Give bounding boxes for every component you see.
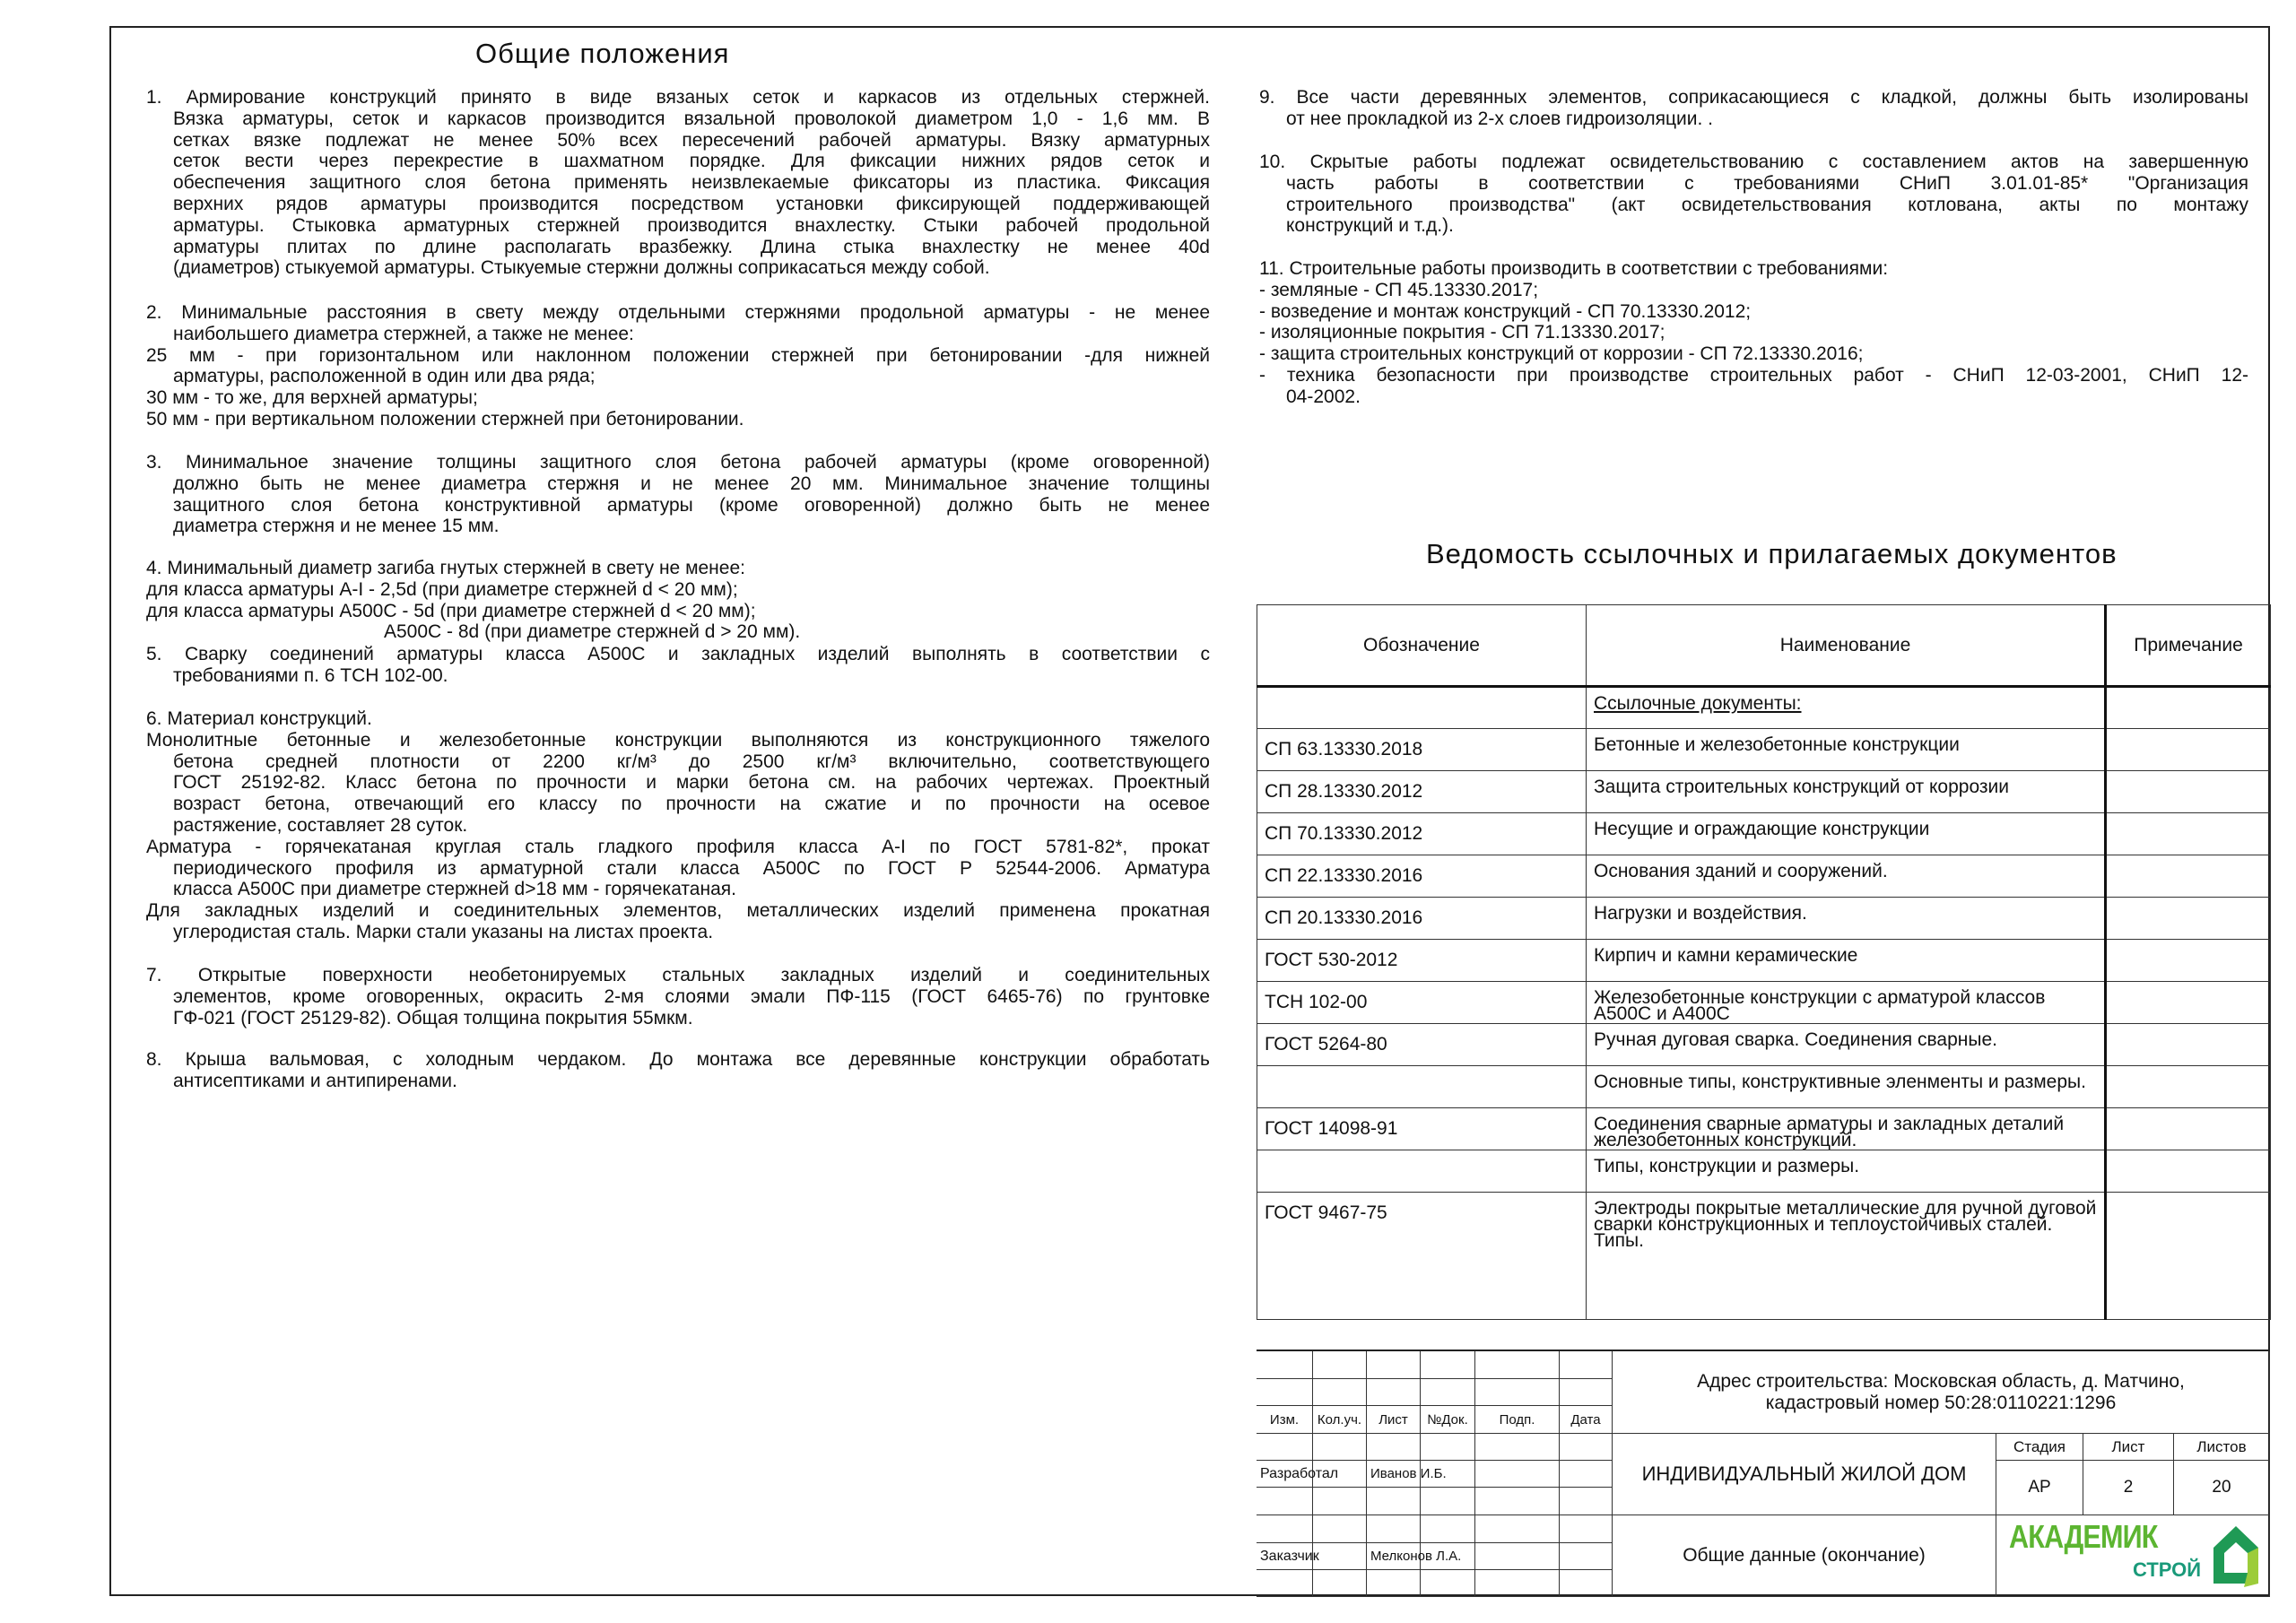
doc-code: ГОСТ 9467-75 [1257,1193,1587,1320]
note-paragraph [146,87,1210,279]
doc-code: СП 63.13330.2018 [1257,729,1587,771]
title-block-cell [1421,1379,1475,1406]
note-line: арматуры, расположенной в один или два ряда; [173,366,596,387]
note-line: - техника безопасности при производстве строительных работ - СНиП 12-03-2001, СНиП 12- [1259,364,2248,386]
note-block [1259,280,2248,301]
table-row [1257,1066,2271,1108]
note-line: класса А500С при диаметре стержней d>18 мм - горячекатаная. [173,879,736,900]
note-line: периодического профиля из арматурной стали класса А500С по ГОСТ Р 52544-2006. Арматура [173,857,1210,879]
section-code-cell [1257,687,1587,729]
customer-label: Заказчик [1257,1543,1367,1570]
doc-code: СП 28.13330.2012 [1257,771,1587,813]
title-block-cell [1257,1379,1313,1406]
note-paragraph [146,644,1210,687]
title-block-cell [1560,1434,1613,1461]
note-line: Вязка арматуры, сеток и каркасов производится вязальной проволокой диаметром 1,0 - 1,6 мм. В [173,108,1210,129]
note-block [146,730,1210,837]
doc-code [1257,1150,1587,1193]
header-note: Примечание [2106,605,2271,687]
table-row [1257,940,2271,982]
doc-note [2106,813,2271,855]
table-row [1257,813,2271,855]
doc-name: Основные типы, конструктивные эленменты и размеры. [1587,1066,2106,1108]
header-name: Наименование [1587,605,2106,687]
note-block [146,708,1210,730]
table-row [1257,982,2271,1024]
note-line: - возведение и монтаж конструкций - СП 70.13330.2012; [1259,300,1752,322]
note-block [1259,87,2248,130]
title-block-cell [1367,1379,1421,1406]
developed-name: Иванов И.Б. [1367,1461,1475,1488]
section-name-cell [1587,687,2106,729]
doc-name: Защита строительных конструкций от коррозии [1587,771,2106,813]
title-block-cell [1560,1543,1613,1570]
note-line: - защита строительных конструкций от коррозии - СП 72.13330.2016; [1259,343,1864,365]
note-line: требованиями п. 6 ТСН 102-00. [173,664,448,686]
title-block-cell [1475,1543,1560,1570]
note-block [146,387,1210,409]
note-paragraph [1259,152,2248,237]
doc-note [2106,1066,2271,1108]
title-block-cell [1367,1488,1421,1515]
note-line: 11. Строительные работы производить в соответствии с требованиями: [1259,258,1889,279]
logo-main-text: АКАДЕМИК [2009,1518,2158,1555]
construction-address: Адрес строительства: Московская область, д. Матчино, кадастровый номер 50:28:0110221:1296 [1613,1351,2270,1434]
note-line: - земляные - СП 45.13330.2017; [1259,279,1539,300]
note-line: 9. Все части деревянных элементов, соприкасающиеся с кладкой, должны быть изолированы [1259,87,2248,108]
note-block [146,621,1210,643]
note-block [1259,365,2248,408]
label-date: Дата [1560,1406,1613,1434]
title-block-cell [1475,1351,1560,1379]
general-notes-left [146,0,1210,1121]
doc-code [1257,1066,1587,1108]
doc-name: Кирпич и камни керамические [1587,940,2106,982]
note-line: Арматура - горячекатаная круглая сталь гладкого профиля класса А-I по ГОСТ 5781-82*, прокат [146,836,1210,857]
note-block [146,87,1210,279]
doc-name: Соединения сварные арматуры и закладных деталий железобетонных конструкций. [1587,1108,2106,1150]
title-block-cell [1367,1351,1421,1379]
doc-name: Нагрузки и воздействия. [1587,898,2106,940]
doc-code: СП 20.13330.2016 [1257,898,1587,940]
note-block [1259,322,2248,343]
title-block-cell [1560,1461,1613,1488]
logo-sub-text: СТРОЙ [2133,1558,2202,1581]
doc-name: Ручная дуговая сварка. Соединения сварные. [1587,1024,2106,1066]
note-line: диаметра стержня и не менее 15 мм. [173,516,500,537]
title-block-cell [1313,1570,1367,1597]
note-line: наибольшего диаметра стержней, а также не менее: [173,323,634,344]
note-line: конструкций и т.д.). [1286,215,1454,237]
sheets-value: 20 [2174,1461,2270,1515]
label-doc-no: №Док. [1421,1406,1475,1434]
house-icon [2208,1521,2264,1589]
table-row [1257,898,2271,940]
header-designation: Обозначение [1257,605,1587,687]
note-line: углеродистая сталь. Марки стали указаны на листах проекта. [173,921,714,942]
note-paragraph [146,965,1210,1028]
title-block-cell [1257,1351,1313,1379]
sheet-label: Лист [2083,1434,2174,1461]
title-block-cell [1421,1488,1475,1515]
doc-code: СП 70.13330.2012 [1257,813,1587,855]
title-block-cell [1475,1488,1560,1515]
doc-note [2106,1193,2271,1320]
note-block [1259,258,2248,280]
title-block-cell [1257,1434,1313,1461]
title-block-cell [1421,1570,1475,1597]
note-block [1259,301,2248,323]
table-row [1257,855,2271,898]
title-block-cell [1257,1515,1313,1543]
note-line: (диаметров) стыкуемой арматуры. Стыкуемые стержни должны соприкасаться между собой. [173,257,990,279]
note-line: 50 мм - при вертикальном положении стержней при бетонировании. [146,408,744,430]
note-line: элементов, кроме оговоренных, окрасить 2-мя слоями эмали ПФ-115 (ГОСТ 6465-76) по грунтовке [173,985,1210,1007]
doc-name: Типы, конструкции и размеры. [1587,1150,2106,1193]
note-block [146,302,1210,345]
note-line: 1. Армирование конструкций принято в виде вязаных сеток и каркасов из отдельных стержней. [146,87,1210,108]
doc-code: ГОСТ 5264-80 [1257,1024,1587,1066]
note-line: Для закладных изделий и соединительных элементов, металлических изделий применена прокатная [146,900,1210,922]
doc-note [2106,940,2271,982]
sheet-value: 2 [2083,1461,2174,1515]
note-paragraph [1259,258,2248,408]
title-block-cell [1421,1434,1475,1461]
note-block [146,900,1210,943]
note-line: арматуры. Стыковка арматурных стержней производится внахлестку. Стыки рабочей продольной [173,214,1210,236]
note-block [1259,343,2248,365]
title-block-cell [1313,1434,1367,1461]
title-block-cell [1421,1351,1475,1379]
note-line: часть работы в соответствии с требованиями СНиП 3.01.01-85* "Организация [1286,172,2248,194]
title-block-cell [1313,1351,1367,1379]
note-line: арматуры плитах по длине располагать вразбежку. Длина стыка внахлестку не менее 40d [173,236,1210,257]
doc-note [2106,1150,2271,1193]
doc-name: Бетонные и железобетонные конструкции [1587,729,2106,771]
title-block-cell [1257,1570,1313,1597]
note-paragraph [1259,87,2248,130]
doc-name: Железобетонные конструкции с арматурой классов А500С и А400С [1587,982,2106,1024]
note-line: сеток вести через перекрестие в шахматном порядке. Для фиксации нижних рядов сеток и [173,151,1210,172]
note-line: 8. Крыша вальмовая, с холодным чердаком. До монтажа все деревянные конструкции обработать [146,1049,1210,1070]
project-name: ИНДИВИДУАЛЬНЫЙ ЖИЛОЙ ДОМ [1613,1434,1996,1515]
title-block-cell [1367,1434,1421,1461]
customer-name: Мелконов Л.А. [1367,1543,1475,1570]
note-line: ГФ-021 (ГОСТ 25129-82). Общая толщина покрытия 55мкм. [173,1007,693,1028]
note-line: обеспечения защитного слоя бетона применять неизвлекаемые фиксаторы из пластика. Фиксация [173,172,1210,194]
note-line: 25 мм - при горизонтальном или наклонном положении стержней при бетонировании -для нижней [146,344,1210,366]
general-notes-right [1259,0,2248,466]
note-line: 6. Материал конструкций. [146,708,372,729]
note-block [146,1049,1210,1092]
references-table-heading: Ведомость ссылочных и прилагаемых документов [1426,538,2118,569]
note-line: защитного слоя бетона конструктивной арматуры (кроме оговоренной) должно быть не менее [173,494,1210,516]
note-line: растяжение, составляет 28 суток. [173,814,468,836]
note-line: бетона средней плотности от 2200 кг/м³ до 2500 кг/м³ включительно, соответствующего [173,751,1210,772]
note-block [146,558,1210,579]
note-line: 5. Сварку соединений арматуры класса А500С и закладных изделий выполнять в соответствии с [146,644,1210,664]
title-block-cell [1560,1570,1613,1597]
general-provisions-heading: Общие положения [475,38,730,69]
note-line: строительного производства" (акт освидетельствования котлована, акты по монтажу [1286,194,2248,215]
note-line: сетках вязке подлежат не менее 50% всех пересечений рабочей арматуры. Вязку арматурных [173,129,1210,151]
title-block-cell [1475,1570,1560,1597]
references-table [1257,604,2271,1320]
note-line: антисептиками и антипиренами. [173,1070,457,1091]
note-block [146,452,1210,537]
note-line: должно быть не менее диаметра стержня и не менее 20 мм. Минимальное значение толщины [173,473,1210,494]
doc-code: ГОСТ 14098-91 [1257,1108,1587,1150]
note-block [146,345,1210,388]
doc-note [2106,771,2271,813]
note-paragraph [146,1049,1210,1092]
note-paragraph [146,452,1210,537]
note-line: для класса арматуры А500С - 5d (при диаметре стержней d < 20 мм); [146,600,756,621]
sheet-title: Общие данные (окончание) [1613,1515,1996,1597]
note-line: А500С - 8d (при диаметре стержней d > 20 мм). [384,621,801,643]
title-block-cell [1475,1434,1560,1461]
title-block-cell [1313,1488,1367,1515]
doc-note [2106,1024,2271,1066]
title-block-cell [1560,1351,1613,1379]
note-line: 3. Минимальное значение толщины защитного слоя бетона рабочей арматуры (кроме оговоренной) [146,452,1210,473]
table-row [1257,771,2271,813]
section-row [1257,687,2271,729]
note-block [146,601,1210,622]
title-block-cell [1313,1515,1367,1543]
doc-code: ТСН 102-00 [1257,982,1587,1024]
note-line: 2. Минимальные расстояния в свету между отдельными стержнями продольной арматуры - не менее [146,302,1210,323]
note-line: ГОСТ 25192-82. Класс бетона по прочности и марки бетона см. на рабочих чертежах. Проектный [173,772,1210,794]
table-row [1257,1024,2271,1066]
table-row [1257,729,2271,771]
section-label: Ссылочные документы: [1594,693,1802,714]
note-block [146,409,1210,430]
note-paragraph [146,302,1210,430]
note-block [146,965,1210,1028]
note-line: для класса арматуры А-I - 2,5d (при диаметре стержней d < 20 мм); [146,578,738,600]
note-line: - изоляционные покрытия - СП 71.13330.2017; [1259,322,1665,343]
company-logo [2002,1517,2267,1593]
note-line: верхних рядов арматуры производится посредством установки фиксирующей поддерживающей [173,193,1210,214]
note-line: Монолитные бетонные и железобетонные конструкции выполняются из конструкционного тяжелого [146,729,1210,751]
note-paragraph [146,558,1210,643]
title-block-cell [1367,1570,1421,1597]
label-count: Кол.уч. [1313,1406,1367,1434]
note-line: от нее прокладкой из 2-х слоев гидроизоляции. . [1286,108,1713,129]
title-block-cell [1560,1515,1613,1543]
label-change: Изм. [1257,1406,1313,1434]
title-block-cell [1313,1379,1367,1406]
note-line: 10. Скрытые работы подлежат освидетельствованию с составлением актов на завершенную [1259,152,2248,172]
title-block-cell [1475,1515,1560,1543]
title-block-cell [1367,1515,1421,1543]
table-header-row [1257,605,2271,687]
doc-code: СП 22.13330.2016 [1257,855,1587,898]
title-block-cell [1257,1488,1313,1515]
table-row [1257,1150,2271,1193]
title-block-cell [1475,1379,1560,1406]
doc-code: ГОСТ 530-2012 [1257,940,1587,982]
note-line: 30 мм - то же, для верхней арматуры; [146,387,478,409]
note-block [146,644,1210,687]
title-block-cell [1560,1488,1613,1515]
table-row [1257,1108,2271,1150]
label-signature: Подп. [1475,1406,1560,1434]
developed-label: Разработал [1257,1461,1367,1488]
table-row [1257,1193,2271,1320]
label-sheet: Лист [1367,1406,1421,1434]
stage-label: Стадия [1996,1434,2083,1461]
title-block-cell [1421,1515,1475,1543]
note-paragraph [146,708,1210,943]
doc-note [2106,729,2271,771]
note-line: возраст бетона, отвечающий его классу по прочности на сжатие и по прочности на осевое [173,794,1210,815]
section-note-cell [2106,687,2271,729]
sheets-label: Листов [2174,1434,2270,1461]
note-block [146,579,1210,601]
note-block [1259,152,2248,237]
doc-note [2106,855,2271,898]
doc-name: Электроды покрытые металлические для ручной дуговой сварки конструкционных и теплоустойчивых сталей. Типы. [1587,1193,2106,1320]
title-block-cell [1475,1461,1560,1488]
title-block-cell [1560,1379,1613,1406]
note-line: 7. Открытые поверхности необетонируемых стальных закладных изделий и соединительных [146,965,1210,985]
doc-name: Основания зданий и сооружений. [1587,855,2106,898]
note-block [146,837,1210,900]
doc-note [2106,1108,2271,1150]
note-line: 4. Минимальный диаметр загиба гнутых стержней в свету не менее: [146,558,745,578]
doc-name: Несущие и ограждающие конструкции [1587,813,2106,855]
stage-value: АР [1996,1461,2083,1515]
doc-note [2106,898,2271,940]
doc-note [2106,982,2271,1024]
note-line: 04-2002. [1286,386,1361,407]
